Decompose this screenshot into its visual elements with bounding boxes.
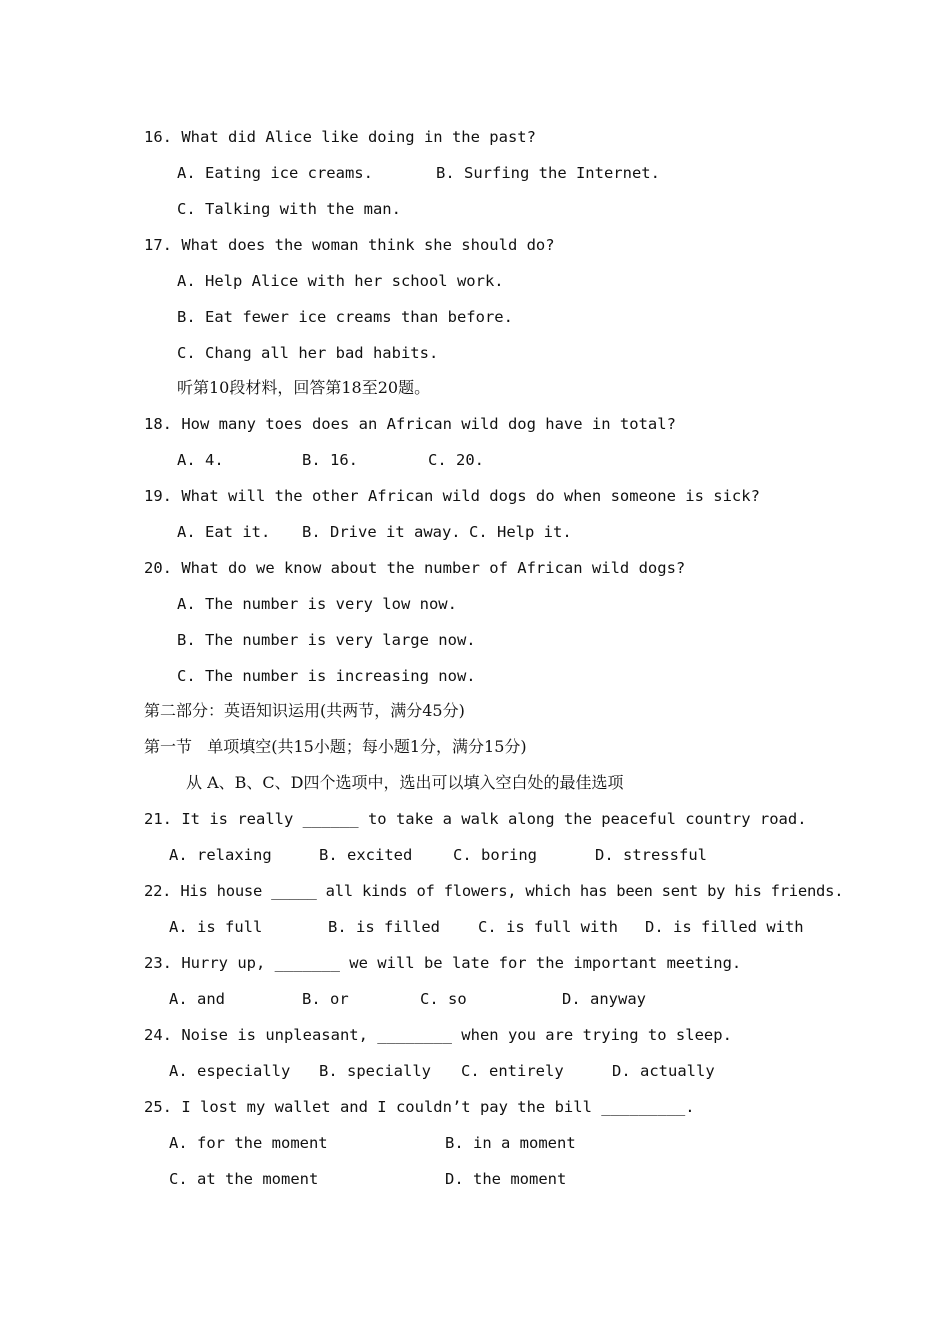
- question-22-option-d: D. is filled with: [645, 918, 804, 936]
- question-22-option-a: A. is full: [169, 918, 263, 936]
- question-19-option-b: B. Drive it away.: [302, 523, 461, 541]
- question-18-option-c: C. 20.: [428, 451, 484, 469]
- section-1-heading: 第一节 单项填空(共15小题；每小题1分，满分15分): [144, 737, 527, 756]
- question-21-option-b: B. excited: [319, 846, 413, 864]
- question-16-option-a: A. Eating ice creams.: [177, 164, 373, 182]
- section-1-instruction: 从 A、B、C、D四个选项中，选出可以填入空白处的最佳选项: [186, 773, 624, 792]
- question-18-stem: 18. How many toes does an African wild dog have in total?: [144, 415, 676, 433]
- question-23-option-b: B. or: [302, 990, 349, 1008]
- question-24-option-b: B. specially: [319, 1062, 431, 1080]
- question-23-option-a: A. and: [169, 990, 225, 1008]
- question-24-option-d: D. actually: [612, 1062, 715, 1080]
- question-17-option-b: B. Eat fewer ice creams than before.: [177, 308, 513, 326]
- question-24-option-a: A. especially: [169, 1062, 291, 1080]
- question-19-option-a: A. Eat it.: [177, 523, 271, 541]
- question-17-option-c: C. Chang all her bad habits.: [177, 344, 439, 362]
- listening-instruction-10: 听第10段材料，回答第18至20题。: [177, 378, 431, 397]
- question-16-option-c: C. Talking with the man.: [177, 200, 401, 218]
- question-24-option-c: C. entirely: [461, 1062, 564, 1080]
- question-25-option-d: D. the moment: [445, 1170, 567, 1188]
- question-16-option-b: B. Surfing the Internet.: [436, 164, 660, 182]
- question-19-stem: 19. What will the other African wild dogs do when someone is sick?: [144, 487, 760, 505]
- part-2-heading: 第二部分：英语知识运用(共两节，满分45分): [144, 701, 465, 720]
- question-22-option-b: B. is filled: [328, 918, 440, 936]
- question-23-stem: 23. Hurry up, _______ we will be late for the important meeting.: [144, 954, 742, 972]
- question-25-stem: 25. I lost my wallet and I couldn’t pay the bill _________.: [144, 1098, 695, 1116]
- question-18-option-a: A. 4.: [177, 451, 224, 469]
- question-22-option-c: C. is full with: [478, 918, 618, 936]
- question-20-option-a: A. The number is very low now.: [177, 595, 457, 613]
- question-18-option-b: B. 16.: [302, 451, 358, 469]
- question-21-option-a: A. relaxing: [169, 846, 272, 864]
- question-24-stem: 24. Noise is unpleasant, ________ when you are trying to sleep.: [144, 1026, 732, 1044]
- question-17-option-a: A. Help Alice with her school work.: [177, 272, 504, 290]
- question-22-stem: 22. His house _____ all kinds of flowers, which has been sent by his friends.: [144, 882, 844, 900]
- question-17-stem: 17. What does the woman think she should do?: [144, 236, 555, 254]
- question-21-option-d: D. stressful: [595, 846, 707, 864]
- question-23-option-c: C. so: [420, 990, 467, 1008]
- question-20-option-b: B. The number is very large now.: [177, 631, 476, 649]
- question-19-option-c: C. Help it.: [469, 523, 572, 541]
- question-21-stem: 21. It is really ______ to take a walk along the peaceful country road.: [144, 810, 807, 828]
- question-16-stem: 16. What did Alice like doing in the past?: [144, 128, 536, 146]
- question-23-option-d: D. anyway: [562, 990, 646, 1008]
- question-20-stem: 20. What do we know about the number of African wild dogs?: [144, 559, 686, 577]
- question-25-option-a: A. for the moment: [169, 1134, 328, 1152]
- question-25-option-b: B. in a moment: [445, 1134, 576, 1152]
- question-20-option-c: C. The number is increasing now.: [177, 667, 476, 685]
- question-21-option-c: C. boring: [453, 846, 537, 864]
- question-25-option-c: C. at the moment: [169, 1170, 319, 1188]
